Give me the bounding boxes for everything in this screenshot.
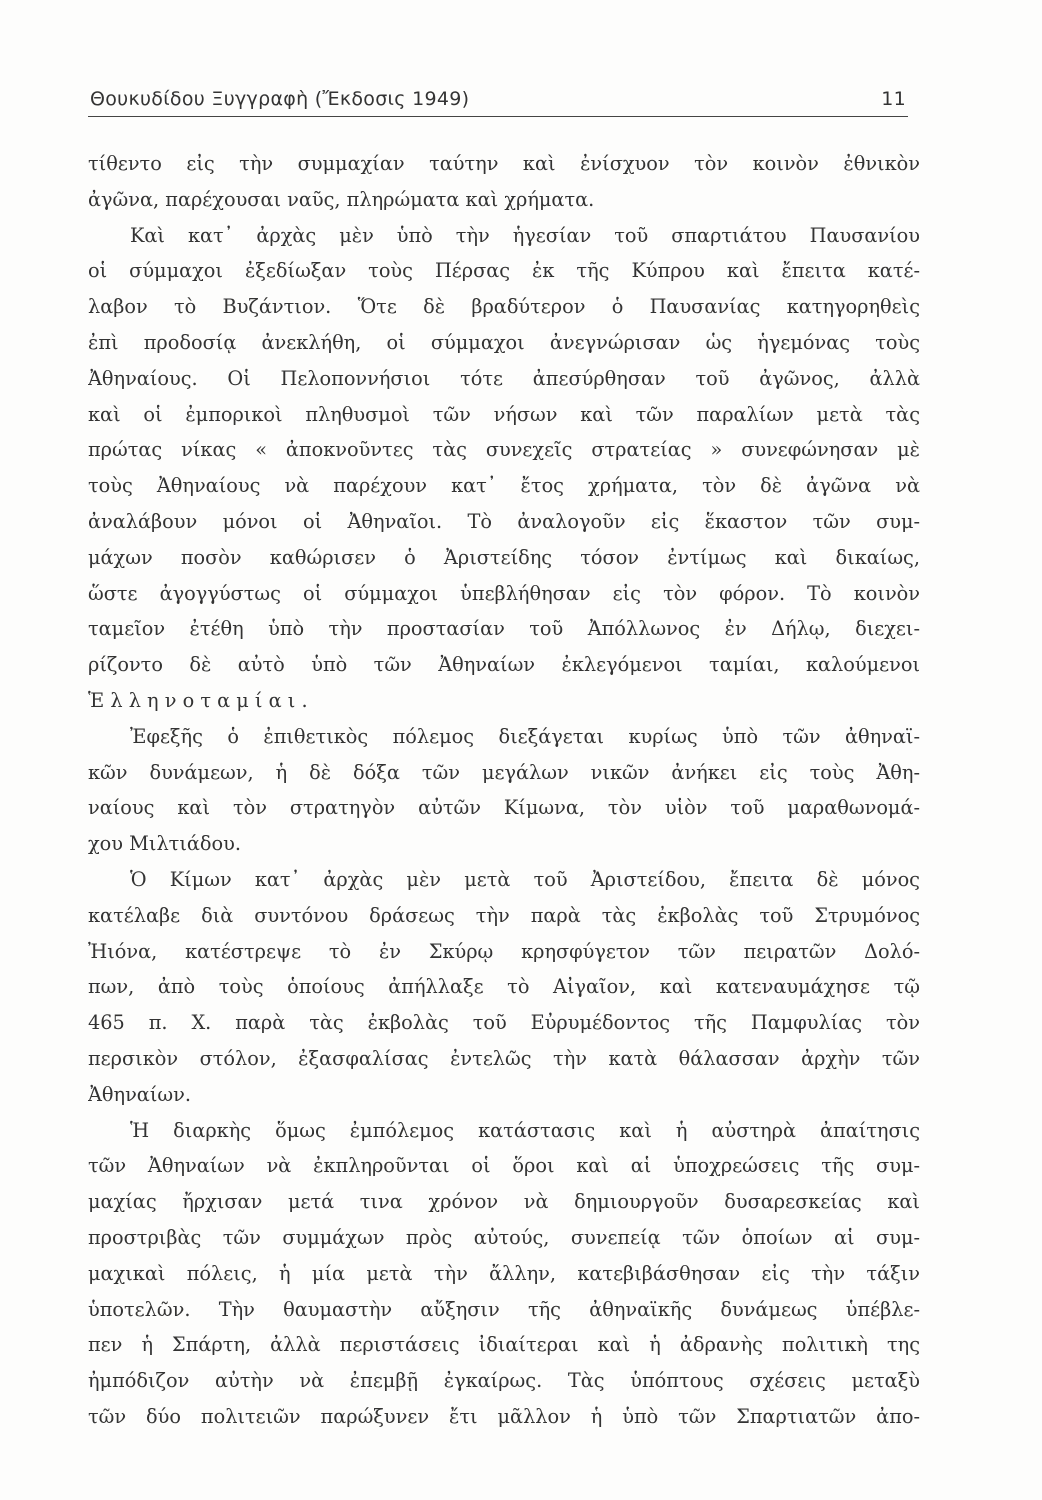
text-line: προστριβὰς τῶν συμμάχων πρὸς αὐτούς, συνεπείᾳ τῶν ὁποίων αἱ συμ-	[88, 1225, 920, 1249]
text-line: Ἀθηναίων.	[88, 1082, 191, 1106]
body-text	[88, 146, 920, 1435]
text-line: καὶ οἱ ἐμπορικοὶ πληθυσμοὶ τῶν νήσων καὶ τῶν παραλίων μετὰ τὰς	[88, 402, 920, 426]
text-line: μαχίας ἤρχισαν μετά τινα χρόνον νὰ δημιουργοῦν δυσαρεσκείας καὶ	[88, 1190, 920, 1214]
text-line: ἐπὶ προδοσίᾳ ἀνεκλήθη, οἱ σύμμαχοι ἀνεγνώρισαν ὡς ἡγεμόνας τοὺς	[88, 330, 920, 354]
text-line: ὥστε ἀγογγύστως οἱ σύμμαχοι ὑπεβλήθησαν εἰς τὸν φόρον. Τὸ κοινὸν	[88, 581, 920, 605]
text-line: οἱ σύμμαχοι ἐξεδίωξαν τοὺς Πέρσας ἐκ τῆς Κύπρου καὶ ἔπειτα κατέ-	[88, 259, 920, 283]
text-line: περσικὸν στόλον, ἐξασφαλίσας ἐντελῶς τὴν κατὰ θάλασσαν ἀρχὴν τῶν	[88, 1046, 920, 1070]
text-line: ἀγῶνα, παρέχουσαι ναῦς, πληρώματα καὶ χρήματα.	[88, 187, 595, 211]
text-line: Ἑ λ λ η ν ο τ α μ ί α ι .	[88, 688, 308, 712]
text-line: κῶν δυνάμεων, ἡ δὲ δόξα τῶν μεγάλων νικῶν ἀνήκει εἰς τοὺς Ἀθη-	[88, 760, 920, 784]
text-line: 465 π. Χ. παρὰ τὰς ἐκβολὰς τοῦ Εὐρυμέδοντος τῆς Παμφυλίας τὸν	[88, 1011, 920, 1035]
text-line: ὑποτελῶν. Τὴν θαυμαστὴν αὔξησιν τῆς ἀθηναϊκῆς δυνάμεως ὑπέβλε-	[88, 1297, 920, 1321]
text-line: τῶν δύο πολιτειῶν παρώξυνεν ἔτι μᾶλλον ἡ ὑπὸ τῶν Σπαρτιατῶν ἀπο-	[88, 1404, 920, 1428]
text-line: πρώτας νίκας « ἀποκνοῦντες τὰς συνεχεῖς στρατείας » συνεφώνησαν μὲ	[88, 438, 920, 462]
running-header	[88, 86, 908, 117]
text-line: Ἡ διαρκὴς ὅμως ἐμπόλεμος κατάστασις καὶ ἡ αὐστηρὰ ἀπαίτησις	[130, 1118, 920, 1142]
text-line: πεν ἡ Σπάρτη, ἀλλὰ περιστάσεις ἰδιαίτεραι καὶ ἡ ἀδρανὴς πολιτικὴ της	[88, 1333, 920, 1357]
header-title: Θουκυδίδου Ξυγγραφὴ (Ἔκδοσις 1949)	[90, 88, 470, 110]
text-line: Καὶ κατ᾽ ἀρχὰς μὲν ὑπὸ τὴν ἡγεσίαν τοῦ σπαρτιάτου Παυσανίου	[130, 223, 920, 247]
text-line: τοὺς Ἀθηναίους νὰ παρέχουν κατ᾽ ἔτος χρήματα, τὸν δὲ ἀγῶνα νὰ	[88, 474, 920, 498]
text-line: λαβον τὸ Βυζάντιον. Ὅτε δὲ βραδύτερον ὁ Παυσανίας κατηγορηθεὶς	[88, 295, 920, 319]
text-line: ναίους καὶ τὸν στρατηγὸν αὐτῶν Κίμωνα, τὸν υἱὸν τοῦ μαραθωνομά-	[88, 796, 920, 820]
text-line: ρίζοντο δὲ αὐτὸ ὑπὸ τῶν Ἀθηναίων ἐκλεγόμενοι ταμίαι, καλούμενοι	[88, 653, 920, 677]
text-line: τίθεντο εἰς τὴν συμμαχίαν ταύτην καὶ ἐνίσχυον τὸν κοινὸν ἐθνικὸν	[88, 152, 920, 175]
text-line: πων, ἀπὸ τοὺς ὁποίους ἀπήλλαξε τὸ Αἰγαῖον, καὶ κατεναυμάχησε τῷ	[88, 975, 920, 999]
text-line: μάχων ποσὸν καθώρισεν ὁ Ἀριστείδης τόσον ἐντίμως καὶ δικαίως,	[88, 545, 920, 569]
text-line: Ἐφεξῆς ὁ ἐπιθετικὸς πόλεμος διεξάγεται κυρίως ὑπὸ τῶν ἀθηναϊ-	[130, 724, 920, 748]
text-line: κατέλαβε διὰ συντόνου δράσεως τὴν παρὰ τὰς ἐκβολὰς τοῦ Στρυμόνος	[88, 903, 920, 927]
page-number: 11	[881, 88, 906, 110]
text-line: ταμεῖον ἐτέθη ὑπὸ τὴν προστασίαν τοῦ Ἀπόλλωνος ἐν Δήλῳ, διεχει-	[88, 617, 920, 641]
text-line: ἀναλάβουν μόνοι οἱ Ἀθηναῖοι. Τὸ ἀναλογοῦν εἰς ἕκαστον τῶν συμ-	[88, 509, 920, 533]
text-line: χου Μιλτιάδου.	[88, 832, 241, 856]
text-line: τῶν Ἀθηναίων νὰ ἐκπληροῦνται οἱ ὅροι καὶ αἱ ὑποχρεώσεις τῆς συμ-	[88, 1154, 920, 1178]
text-line: Ἀθηναίους. Οἱ Πελοποννήσιοι τότε ἀπεσύρθησαν τοῦ ἀγῶνος, ἀλλὰ	[88, 366, 920, 390]
text-line: ἠμπόδιζον αὐτὴν νὰ ἐπεμβῇ ἐγκαίρως. Τὰς ὑπόπτους σχέσεις μεταξὺ	[88, 1369, 920, 1393]
text-line: Ἠιόνα, κατέστρεψε τὸ ἐν Σκύρῳ κρησφύγετον τῶν πειρατῶν Δολό-	[88, 939, 920, 963]
text-line: Ὁ Κίμων κατ᾽ ἀρχὰς μὲν μετὰ τοῦ Ἀριστείδου, ἔπειτα δὲ μόνος	[130, 867, 920, 891]
text-line: μαχικαὶ πόλεις, ἡ μία μετὰ τὴν ἄλλην, κατεβιβάσθησαν εἰς τὴν τάξιν	[88, 1261, 920, 1285]
